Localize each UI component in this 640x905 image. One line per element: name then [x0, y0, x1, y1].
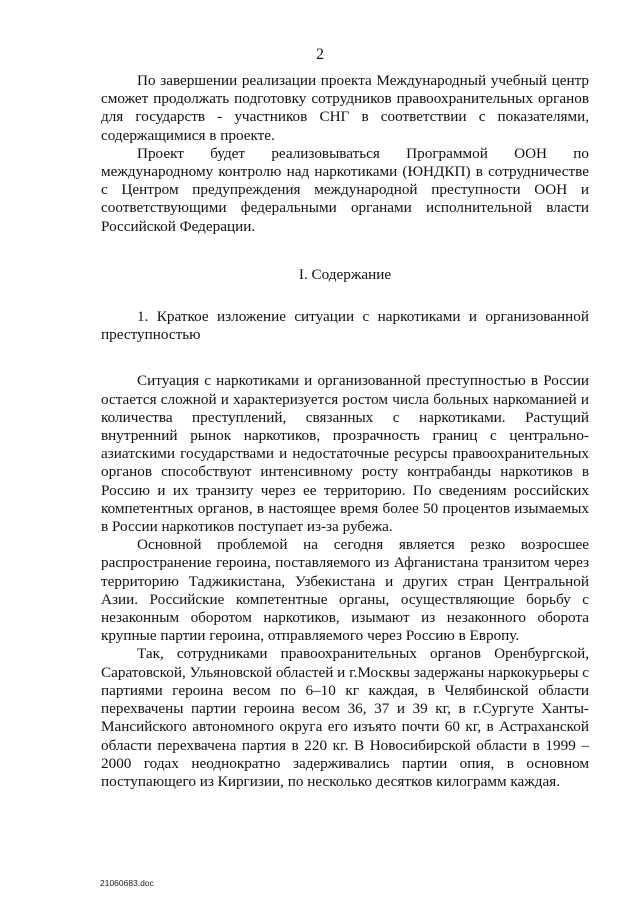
- body-paragraph-2: Основной проблемой на сегодня является резко возросшее распространение героина, поставляемого из Афганистана транзитом через территорию Таджикистана, Узбекистана и других стран Центральной Азии. Российские компетентные органы, осуществляющие борьбу с незаконным оборотом наркотиков, изымают из незаконного оборота крупные партии героина, отправляемого через Россию в Европу.: [101, 536, 589, 645]
- subsection-heading: 1. Краткое изложение ситуации с наркотиками и организованной преступностью: [101, 308, 589, 344]
- intro-paragraph-1: По завершении реализации проекта Международный учебный центр сможет продолжать подготовку сотрудников правоохранительных органов для государств - участников СНГ в соответствии с показателями, содержащимися в проекте.: [101, 72, 589, 144]
- footer-filename: 21060683.doc: [100, 878, 154, 888]
- body-paragraph-3: Так, сотрудниками правоохранительных органов Оренбургской, Саратовской, Ульяновской областей и г.Москвы задержаны наркокурьеры с партиями героина весом по 6–10 кг каждая, в Челябинской области перехвачены партии героина весом 36, 37 и 39 кг, в г.Сургуте Ханты-Мансийского автономного округа его изъято почти 60 кг, в Астраханской области перехвачена партия в 220 кг. В Новосибирской области в 1999 – 2000 годах неоднократно задерживались партии опия, в основном поступающего из Киргизии, по несколько десятков килограмм каждая.: [101, 645, 589, 790]
- document-body: [101, 72, 589, 791]
- body-paragraph-1: Ситуация с наркотиками и организованной преступностью в России остается сложной и характеризуется ростом числа больных наркоманией и количества преступлений, связанных с наркотиками. Растущий внутренний рынок наркотиков, прозрачность границ с центрально-азиатскими государствами и недостаточные ресурсы правоохранительных органов способствуют интенсивному росту контрабанды наркотиков в Россию и их транзиту через ее территорию. По сведениям российских компетентных органов, в настоящее время более 50 процентов изымаемых в России наркотиков поступает из-за рубежа.: [101, 372, 589, 536]
- intro-paragraph-2: Проект будет реализовываться Программой ООН по международному контролю над наркотиками (ЮНДКП) в сотрудничестве с Центром предупреждения международной преступности ООН и соответствующими федеральными органами исполнительной власти Российской Федерации.: [101, 144, 589, 235]
- page-number: 2: [316, 46, 324, 63]
- section-heading: I. Содержание: [298, 265, 392, 283]
